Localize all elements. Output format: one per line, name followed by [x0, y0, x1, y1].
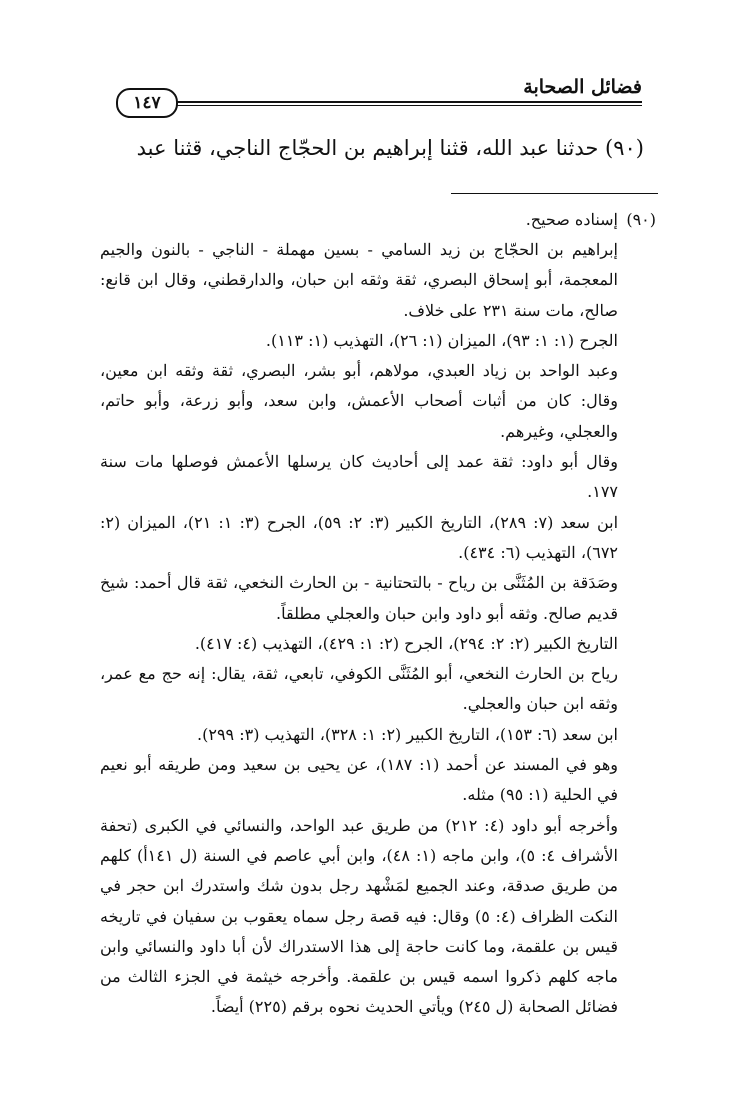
footnote-paragraph: وصَدَقة بن المُثَنَّى بن رياح - بالتحتانية - بن الحارث النخعي، ثقة قال أحمد: شيخ قديم صالح. وثقه أبو داود وابن حبان والعجلي مطلقاً. [100, 573, 618, 623]
footnote-paragraph: ابن سعد (٧: ٢٨٩)، التاريخ الكبير (٣: ٢: ٥٩)، الجرح (٣: ١: ٢١)، الميزان (٢: ٦٧٢)، التهذيب (٦: ٤٣٤). [100, 512, 619, 562]
footnote-heading-text: إسناده صحيح. [525, 210, 618, 229]
header-rule [176, 101, 642, 103]
footnote-paragraph: رياح بن الحارث النخعي، أبو المُثَنَّى الكوفي، تابعي، ثقة، يقال: إنه حج مع عمر، وثقه ابن حبان والعجلي. [100, 664, 619, 714]
footnote-paragraph: وأخرجه أبو داود (٤: ٢١٢) من طريق عبد الواحد، والنسائي في الكبرى (تحفة الأشراف ٤: ٥)، وابن ماجه (١: ٤٨)، وابن أبي عاصم في السنة (ل ١٤١أ) كلهم من طريق صدقة، وعند الجميع لمَشْهد رجل بدون شك واستدرك ابن حجر في النكت الظراف (٤: ٥) وقال: فيه قصة رجل سماه يعقوب بن سفيان في تاريخه قيس بن علقمة، وما كانت حاجة إلى هذا الاستدراك لأن أبا داود والنسائي وابن ماجه كلهم ذكروا اسمه قيس بن علقمة. وأخرجه خيثمة في الجزء الثالث من فضائل الصحابة (ل ٢٤٥) ويأتي الحديث نحوه برقم (٢٢٥) أيضاً. [100, 815, 618, 1017]
footnote-paragraph: ابن سعد (٦: ١٥٣)، التاريخ الكبير (٢: ١: ٣٢٨)، التهذيب (٣: ٢٩٩). [197, 724, 618, 744]
hadith-text: (٩٠) حدثنا عبد الله، قثنا إبراهيم بن الحجّاج الناجي، قثنا عبد [136, 136, 644, 160]
page-number: ١٤٧ [116, 88, 178, 118]
footnote-paragraph: وعبد الواحد بن زياد العبدي، مولاهم، أبو بشر، البصري، ثقة وثقه ابن معين، وقال: كان من أثبات أصحاب الأعمش، وابن سعد، وأبو زرعة، وأبو حاتم، والعجلي، وغيرهم. [100, 361, 618, 441]
footnote-block [100, 205, 656, 1023]
footnote-paragraph: وهو في المسند عن أحمد (١: ١٨٧)، عن يحيى بن سعيد ومن طريقه أبو نعيم في الحلية (١: ٩٥) مثله. [100, 755, 618, 805]
footnote-number: (٩٠) [626, 210, 656, 229]
footnote-paragraph: وقال أبو داود: ثقة عمد إلى أحاديث كان يرسلها الأعمش فوصلها مات سنة ١٧٧. [100, 452, 618, 502]
running-title: فضائل الصحابة [523, 76, 642, 98]
footnote-separator [451, 193, 658, 194]
page-header [108, 74, 642, 113]
footnote-heading [100, 205, 656, 235]
footnote-paragraph: التاريخ الكبير (٢: ٢: ٢٩٤)، الجرح (٢: ١: ٤٢٩)، التهذيب (٤: ٤١٧). [194, 633, 618, 653]
footnote-paragraph: إبراهيم بن الحجّاج بن زيد السامي - بسين مهملة - الناجي - بالنون والجيم المعجمة، أبو إسحاق البصري، ثقة وثقه ابن حبان، والدارقطني، وقال ابن قانع: صالح، مات سنة ٢٣١ على خلاف. [100, 240, 618, 320]
header-rule-thin [176, 105, 642, 106]
footnote-paragraph: الجرح (١: ١: ٩٣)، الميزان (١: ٢٦)، التهذيب (١: ١١٣). [265, 330, 618, 350]
